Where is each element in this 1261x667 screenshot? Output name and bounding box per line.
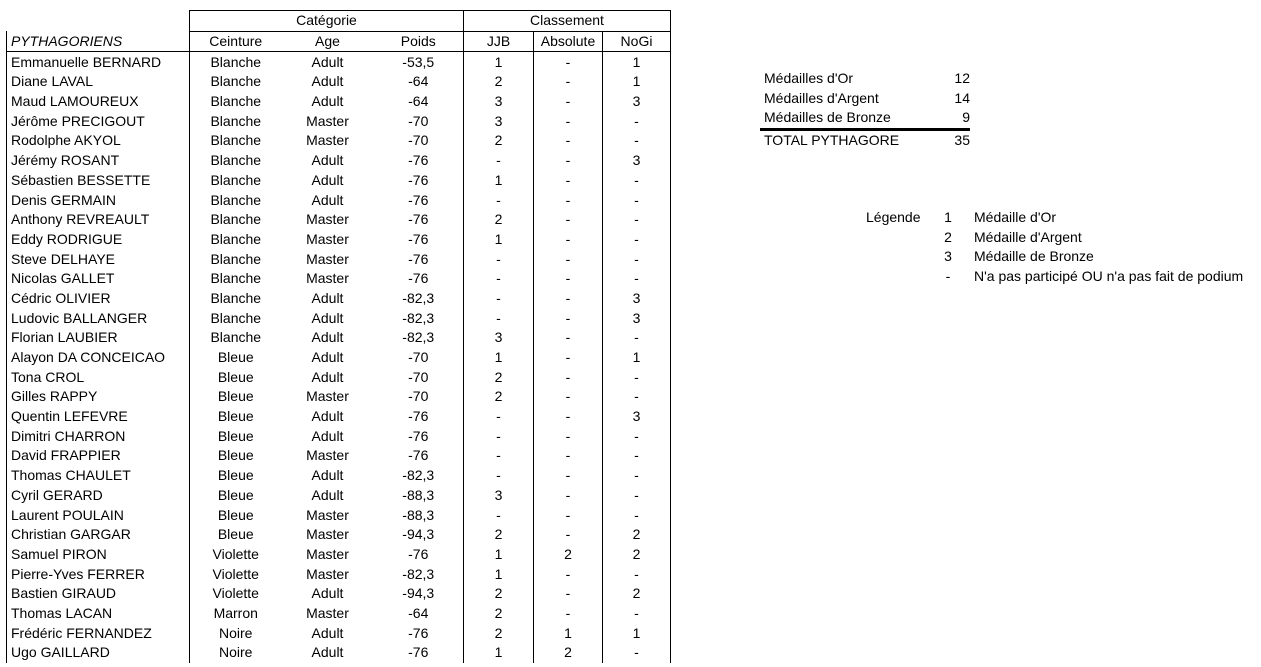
legend-row: [860, 228, 1260, 248]
cell-jjb: 2: [464, 367, 534, 387]
cell-absolute: -: [534, 367, 603, 387]
summary-row-bronze: [760, 108, 970, 131]
cell-absolute: -: [534, 72, 603, 92]
cell-poids: -88,3: [402, 486, 435, 503]
legend-text: N'a pas participé OU n'a pas fait de podium: [974, 268, 1244, 285]
summary-value: 12: [954, 70, 970, 86]
cell-poids: -70: [408, 349, 429, 366]
cell-ceinture: Blanche: [210, 250, 262, 267]
column-header-jjb: JJB: [464, 31, 534, 52]
cell-poids: -76: [408, 624, 429, 641]
results-table: [6, 10, 671, 663]
summary-label: Médailles d'Argent: [764, 89, 879, 106]
cell-nogi: -: [603, 446, 671, 466]
cell-age: Master: [306, 270, 349, 287]
cell-nogi: -: [603, 230, 671, 250]
cell-ceinture: Blanche: [210, 191, 262, 208]
cell-age: Adult: [311, 289, 344, 306]
cell-name: Denis GERMAIN: [7, 190, 190, 210]
cell-name: Tona CROL: [7, 367, 190, 387]
cell-poids: -76: [408, 447, 429, 464]
cell-age: Master: [306, 604, 349, 621]
cell-nogi: -: [603, 269, 671, 289]
legend-text: Médaille d'Or: [974, 209, 1057, 225]
cell-nogi: 2: [603, 545, 671, 565]
cell-nogi: -: [603, 190, 671, 210]
cell-ceinture: Bleue: [217, 349, 254, 366]
table-row: [7, 289, 671, 309]
cell-age: Adult: [311, 171, 344, 188]
cell-ceinture: Bleue: [217, 467, 254, 484]
cell-age: Adult: [311, 349, 344, 366]
column-header-poids: Poids: [374, 31, 464, 52]
cell-nogi: -: [603, 564, 671, 584]
cell-absolute: -: [534, 230, 603, 250]
table-row: [7, 210, 671, 230]
table-row: [7, 486, 671, 506]
cell-ceinture: Violette: [212, 545, 259, 562]
cell-ceinture: Noire: [219, 644, 253, 661]
cell-name: Laurent POULAIN: [7, 505, 190, 525]
cell-name: Pierre-Yves FERRER: [7, 564, 190, 584]
cell-nogi: 2: [603, 584, 671, 604]
cell-age: Adult: [311, 53, 344, 70]
cell-jjb: 2: [464, 604, 534, 624]
table-row: [7, 52, 671, 72]
cell-name: Rodolphe AKYOL: [7, 131, 190, 151]
cell-poids: -76: [408, 250, 429, 267]
cell-ceinture: Blanche: [210, 112, 262, 129]
table-row: [7, 623, 671, 643]
cell-age: Adult: [311, 93, 344, 110]
table-row: [7, 466, 671, 486]
cell-jjb: 1: [464, 171, 534, 191]
cell-ceinture: Blanche: [210, 171, 262, 188]
cell-age: Adult: [311, 368, 344, 385]
cell-absolute: -: [534, 52, 603, 72]
summary-value: 35: [954, 132, 970, 149]
cell-nogi: -: [603, 426, 671, 446]
cell-ceinture: Blanche: [210, 270, 262, 287]
cell-nogi: 3: [603, 92, 671, 112]
cell-ceinture: Noire: [219, 624, 253, 641]
cell-poids: -82,3: [402, 309, 435, 326]
cell-name: Emmanuelle BERNARD: [7, 52, 190, 72]
cell-age: Adult: [311, 73, 344, 90]
cell-jjb: 2: [464, 525, 534, 545]
cell-age: Master: [306, 447, 349, 464]
cell-absolute: -: [534, 426, 603, 446]
legend-code: -: [945, 268, 951, 285]
cell-ceinture: Blanche: [210, 152, 262, 169]
cell-poids: -64: [408, 73, 429, 90]
cell-name: Christian GARGAR: [7, 525, 190, 545]
table-row: [7, 564, 671, 584]
cell-jjb: -: [464, 151, 534, 171]
table-row: [7, 171, 671, 191]
cell-nogi: 1: [603, 623, 671, 643]
cell-name: Ugo GAILLARD: [7, 643, 190, 663]
cell-name: Ludovic BALLANGER: [7, 308, 190, 328]
cell-name: Frédéric FERNANDEZ: [7, 623, 190, 643]
cell-ceinture: Blanche: [210, 329, 262, 346]
cell-nogi: -: [603, 171, 671, 191]
cell-name: Jérôme PRECIGOUT: [7, 111, 190, 131]
legend-row: [860, 247, 1260, 267]
cell-poids: -82,3: [402, 329, 435, 346]
cell-nogi: -: [603, 604, 671, 624]
cell-ceinture: Violette: [212, 565, 259, 582]
cell-name: Diane LAVAL: [7, 72, 190, 92]
table-row: [7, 643, 671, 663]
cell-jjb: 3: [464, 111, 534, 131]
summary-label: Médailles d'Or: [764, 70, 854, 86]
table-row: [7, 230, 671, 250]
cell-nogi: -: [603, 387, 671, 407]
cell-absolute: -: [534, 190, 603, 210]
cell-ceinture: Bleue: [217, 526, 254, 543]
cell-poids: -70: [408, 112, 429, 129]
summary-label: Médailles de Bronze: [764, 109, 891, 126]
cell-ceinture: Bleue: [217, 486, 254, 503]
legend-row: [860, 267, 1260, 287]
cell-nogi: -: [603, 505, 671, 525]
cell-poids: -64: [408, 93, 429, 110]
cell-poids: -94,3: [402, 526, 435, 543]
cell-name: Alayon DA CONCEICAO: [7, 348, 190, 368]
cell-age: Master: [306, 250, 349, 267]
cell-ceinture: Bleue: [217, 408, 254, 425]
cell-absolute: -: [534, 446, 603, 466]
legend-row: [860, 208, 1260, 228]
table-row: [7, 151, 671, 171]
cell-age: Adult: [311, 408, 344, 425]
cell-jjb: 3: [464, 328, 534, 348]
legend-text: Médaille de Bronze: [974, 248, 1094, 265]
cell-nogi: -: [603, 111, 671, 131]
cell-poids: -82,3: [402, 565, 435, 582]
cell-name: Cyril GERARD: [7, 486, 190, 506]
cell-poids: -82,3: [402, 467, 435, 484]
cell-absolute: -: [534, 289, 603, 309]
table-row: [7, 367, 671, 387]
cell-ceinture: Blanche: [210, 73, 262, 90]
cell-jjb: 1: [464, 230, 534, 250]
group-header-row: [7, 11, 671, 32]
cell-name: David FRAPPIER: [7, 446, 190, 466]
cell-absolute: -: [534, 505, 603, 525]
cell-name: Florian LAUBIER: [7, 328, 190, 348]
cell-absolute: -: [534, 92, 603, 112]
cell-jjb: -: [464, 426, 534, 446]
cell-poids: -82,3: [402, 289, 435, 306]
column-header-ceinture: Ceinture: [190, 31, 282, 52]
group-header-classement: Classement: [464, 11, 671, 32]
cell-jjb: 3: [464, 486, 534, 506]
cell-absolute: -: [534, 604, 603, 624]
legend: [860, 208, 1260, 287]
cell-nogi: 2: [603, 525, 671, 545]
table-row: [7, 92, 671, 112]
cell-name: Eddy RODRIGUE: [7, 230, 190, 250]
cell-absolute: -: [534, 466, 603, 486]
cell-name: Jérémy ROSANT: [7, 151, 190, 171]
cell-age: Master: [306, 132, 349, 149]
cell-age: Master: [306, 388, 349, 405]
cell-name: Nicolas GALLET: [7, 269, 190, 289]
table-row: [7, 249, 671, 269]
cell-name: Maud LAMOUREUX: [7, 92, 190, 112]
cell-poids: -76: [408, 427, 429, 444]
cell-jjb: 1: [464, 564, 534, 584]
cell-age: Master: [306, 230, 349, 247]
cell-absolute: 2: [534, 643, 603, 663]
cell-name: Dimitri CHARRON: [7, 426, 190, 446]
table-row: [7, 505, 671, 525]
cell-name: Gilles RAPPY: [7, 387, 190, 407]
cell-age: Adult: [311, 624, 344, 641]
cell-ceinture: Marron: [213, 604, 258, 621]
cell-nogi: -: [603, 210, 671, 230]
cell-absolute: -: [534, 210, 603, 230]
table-row: [7, 426, 671, 446]
cell-absolute: -: [534, 171, 603, 191]
cell-age: Adult: [311, 191, 344, 208]
cell-nogi: 1: [603, 348, 671, 368]
cell-ceinture: Blanche: [210, 53, 262, 70]
cell-poids: -70: [408, 132, 429, 149]
cell-jjb: -: [464, 269, 534, 289]
cell-nogi: 3: [603, 151, 671, 171]
cell-age: Adult: [311, 309, 344, 326]
summary-row-gold: [760, 69, 970, 89]
cell-absolute: -: [534, 151, 603, 171]
cell-ceinture: Bleue: [217, 447, 254, 464]
cell-absolute: -: [534, 131, 603, 151]
cell-absolute: -: [534, 328, 603, 348]
column-header-name: PYTHAGORIENS: [7, 31, 190, 52]
medal-summary: [760, 69, 970, 151]
cell-poids: -94,3: [402, 585, 435, 602]
cell-absolute: -: [534, 486, 603, 506]
summary-row-total: [760, 131, 970, 151]
cell-name: Steve DELHAYE: [7, 249, 190, 269]
cell-jjb: 1: [464, 545, 534, 565]
cell-jjb: -: [464, 289, 534, 309]
cell-age: Master: [306, 506, 349, 523]
table-row: [7, 525, 671, 545]
cell-absolute: -: [534, 348, 603, 368]
cell-jjb: 2: [464, 387, 534, 407]
cell-poids: -64: [408, 604, 429, 621]
cell-absolute: 2: [534, 545, 603, 565]
table-row: [7, 545, 671, 565]
cell-poids: -76: [408, 644, 429, 661]
cell-age: Adult: [311, 644, 344, 661]
legend-text: Médaille d'Argent: [974, 228, 1082, 245]
cell-age: Adult: [311, 585, 344, 602]
cell-jjb: 1: [464, 643, 534, 663]
cell-poids: -76: [408, 408, 429, 425]
cell-jjb: -: [464, 308, 534, 328]
column-header-absolute: Absolute: [534, 31, 603, 52]
cell-nogi: -: [603, 486, 671, 506]
cell-poids: -76: [408, 211, 429, 228]
cell-name: Thomas CHAULET: [7, 466, 190, 486]
cell-nogi: -: [603, 367, 671, 387]
cell-age: Adult: [311, 329, 344, 346]
cell-jjb: 3: [464, 92, 534, 112]
cell-ceinture: Blanche: [210, 289, 262, 306]
legend-title: Légende: [866, 209, 921, 225]
cell-nogi: 3: [603, 308, 671, 328]
cell-absolute: -: [534, 111, 603, 131]
cell-ceinture: Violette: [212, 585, 259, 602]
cell-absolute: -: [534, 564, 603, 584]
cell-poids: -76: [408, 230, 429, 247]
cell-poids: -53,5: [402, 53, 435, 70]
cell-absolute: -: [534, 584, 603, 604]
table-row: [7, 387, 671, 407]
cell-jjb: 2: [464, 623, 534, 643]
cell-name: Bastien GIRAUD: [7, 584, 190, 604]
cell-age: Master: [306, 545, 349, 562]
table-row: [7, 269, 671, 289]
cell-age: Master: [306, 526, 349, 543]
cell-jjb: -: [464, 505, 534, 525]
cell-age: Adult: [311, 427, 344, 444]
cell-jjb: -: [464, 446, 534, 466]
cell-ceinture: Bleue: [217, 368, 254, 385]
cell-poids: -70: [408, 388, 429, 405]
cell-ceinture: Blanche: [210, 211, 262, 228]
cell-age: Adult: [311, 486, 344, 503]
cell-poids: -76: [408, 545, 429, 562]
legend-code: 3: [944, 248, 952, 265]
cell-jjb: 2: [464, 584, 534, 604]
group-header-categorie: Catégorie: [190, 11, 464, 32]
cell-nogi: -: [603, 328, 671, 348]
cell-poids: -76: [408, 171, 429, 188]
cell-name: Thomas LACAN: [7, 604, 190, 624]
table-row: [7, 604, 671, 624]
cell-nogi: 1: [603, 52, 671, 72]
cell-absolute: -: [534, 269, 603, 289]
cell-jjb: 1: [464, 52, 534, 72]
table-row: [7, 131, 671, 151]
summary-value: 9: [962, 109, 970, 126]
cell-absolute: -: [534, 525, 603, 545]
table-row: [7, 446, 671, 466]
table-row: [7, 584, 671, 604]
cell-jjb: -: [464, 466, 534, 486]
cell-jjb: 2: [464, 131, 534, 151]
cell-ceinture: Blanche: [210, 132, 262, 149]
table-row: [7, 190, 671, 210]
cell-nogi: -: [603, 643, 671, 663]
cell-age: Adult: [311, 467, 344, 484]
table-row: [7, 111, 671, 131]
cell-absolute: -: [534, 249, 603, 269]
cell-absolute: -: [534, 387, 603, 407]
cell-jjb: 2: [464, 72, 534, 92]
cell-ceinture: Bleue: [217, 388, 254, 405]
cell-ceinture: Blanche: [210, 309, 262, 326]
cell-ceinture: Bleue: [217, 427, 254, 444]
cell-ceinture: Blanche: [210, 230, 262, 247]
cell-poids: -70: [408, 368, 429, 385]
cell-poids: -88,3: [402, 506, 435, 523]
summary-row-silver: [760, 89, 970, 109]
cell-nogi: -: [603, 131, 671, 151]
cell-ceinture: Bleue: [217, 506, 254, 523]
cell-poids: -76: [408, 152, 429, 169]
cell-nogi: -: [603, 466, 671, 486]
table-row: [7, 348, 671, 368]
legend-code: 1: [944, 209, 952, 225]
column-header-nogi: NoGi: [603, 31, 671, 52]
cell-absolute: -: [534, 308, 603, 328]
cell-nogi: 3: [603, 407, 671, 427]
cell-name: Sébastien BESSETTE: [7, 171, 190, 191]
table-row: [7, 407, 671, 427]
cell-name: Cédric OLIVIER: [7, 289, 190, 309]
cell-poids: -76: [408, 270, 429, 287]
cell-jjb: 2: [464, 210, 534, 230]
cell-absolute: -: [534, 407, 603, 427]
cell-ceinture: Blanche: [210, 93, 262, 110]
cell-poids: -76: [408, 191, 429, 208]
cell-age: Master: [306, 565, 349, 582]
cell-name: Samuel PIRON: [7, 545, 190, 565]
cell-absolute: 1: [534, 623, 603, 643]
cell-nogi: 1: [603, 72, 671, 92]
column-header-row: [7, 31, 671, 52]
cell-jjb: -: [464, 249, 534, 269]
summary-label: TOTAL PYTHAGORE: [764, 132, 900, 149]
table-row: [7, 72, 671, 92]
cell-jjb: 1: [464, 348, 534, 368]
table-row: [7, 328, 671, 348]
table-row: [7, 308, 671, 328]
cell-age: Master: [306, 112, 349, 129]
cell-jjb: -: [464, 407, 534, 427]
column-header-age: Age: [282, 31, 374, 52]
legend-code: 2: [944, 228, 952, 245]
cell-name: Quentin LEFEVRE: [7, 407, 190, 427]
cell-age: Adult: [311, 152, 344, 169]
cell-age: Master: [306, 211, 349, 228]
cell-name: Anthony REVREAULT: [7, 210, 190, 230]
summary-value: 14: [954, 89, 970, 106]
cell-jjb: -: [464, 190, 534, 210]
cell-nogi: -: [603, 249, 671, 269]
cell-nogi: 3: [603, 289, 671, 309]
